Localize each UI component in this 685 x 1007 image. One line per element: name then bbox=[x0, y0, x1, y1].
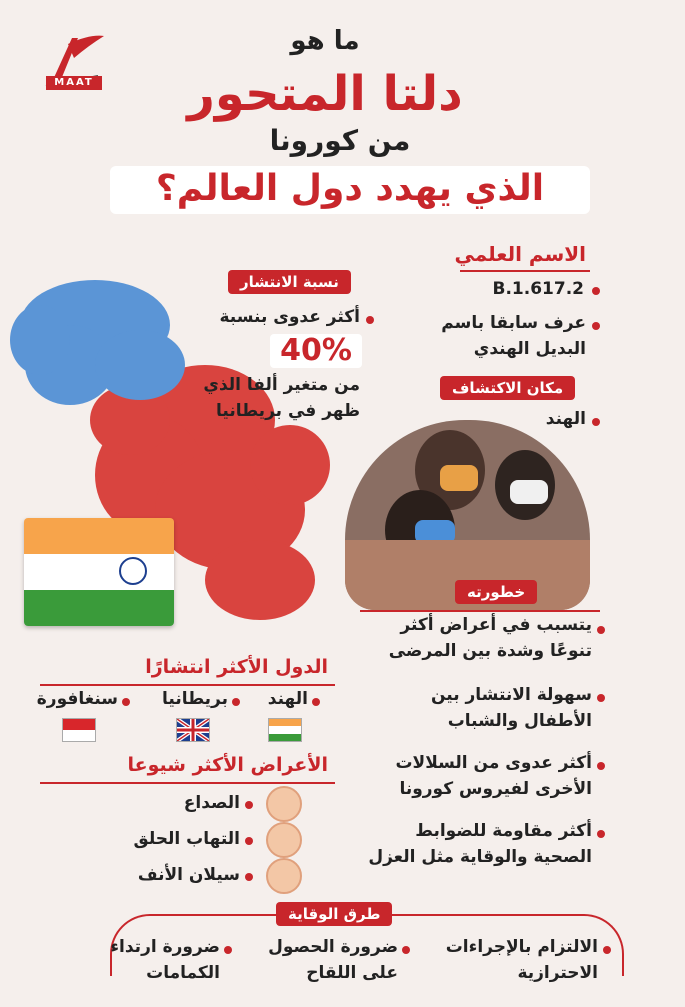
bullet bbox=[122, 698, 130, 706]
prevention-title: طرق الوقاية bbox=[276, 902, 392, 926]
prevention-item-1: الالتزام بالإجراءات الاحترازية bbox=[445, 937, 598, 983]
spread-rate-line1: أكثر عدوى بنسبة bbox=[219, 307, 360, 327]
bullet bbox=[312, 698, 320, 706]
runny-nose-icon bbox=[266, 858, 302, 894]
bullet bbox=[603, 946, 611, 954]
bullet bbox=[597, 626, 605, 634]
discovery-item: الهند bbox=[545, 409, 586, 429]
country-india-name: الهند bbox=[267, 689, 308, 709]
country-uk-name: بريطانيا bbox=[162, 689, 228, 709]
spread-rate-title: نسبة الانتشار bbox=[228, 270, 351, 294]
bullet bbox=[402, 946, 410, 954]
maat-logo bbox=[38, 32, 108, 92]
headache-icon bbox=[266, 786, 302, 822]
header-line1: ما هو bbox=[290, 26, 360, 56]
scientific-name-code: B.1.617.2 bbox=[492, 279, 584, 299]
symptoms-underline bbox=[40, 782, 335, 784]
symptom-sore-throat: التهاب الحلق bbox=[133, 829, 240, 849]
logo-text: MAAT bbox=[46, 76, 102, 90]
bullet bbox=[597, 762, 605, 770]
singapore-flag bbox=[62, 718, 96, 742]
scientific-name-title: الاسم العلمي bbox=[454, 242, 586, 266]
bullet bbox=[232, 698, 240, 706]
danger-item-3: أكثر عدوى من السلالات الأخرى لفيروس كورونا bbox=[395, 753, 592, 799]
bullet bbox=[245, 873, 253, 881]
bullet bbox=[245, 801, 253, 809]
uk-flag bbox=[176, 718, 210, 742]
symptoms-title: الأعراض الأكثر شيوعا bbox=[127, 754, 328, 776]
danger-title: خطورته bbox=[455, 580, 537, 604]
bullet bbox=[592, 418, 600, 426]
prevention-item-3: ضرورة ارتداء الكمامات bbox=[110, 937, 220, 983]
header-title: دلتا المتحور bbox=[187, 66, 463, 122]
bullet bbox=[592, 322, 600, 330]
bullet bbox=[592, 287, 600, 295]
bullet bbox=[245, 837, 253, 845]
country-singapore-name: سنغافورة bbox=[36, 689, 118, 709]
ashoka-chakra-icon bbox=[119, 557, 147, 585]
scientific-name-alias: عرف سابقا باسم البديل الهندي bbox=[441, 313, 586, 359]
discovery-title: مكان الاكتشاف bbox=[440, 376, 575, 400]
spread-rate-line2: من متغير ألفا الذي ظهر في بريطانيا bbox=[203, 375, 360, 421]
danger-item-2: سهولة الانتشار بين الأطفال والشباب bbox=[430, 685, 592, 731]
spread-rate-percent: 40% bbox=[280, 333, 352, 368]
header-line3: من كورونا bbox=[269, 124, 411, 157]
india-flag bbox=[268, 718, 302, 742]
bullet bbox=[597, 694, 605, 702]
symptom-runny-nose: سيلان الأنف bbox=[137, 865, 240, 885]
prevention-item-2: ضرورة الحصول على اللقاح bbox=[268, 937, 398, 983]
danger-item-4: أكثر مقاومة للضوابط الصحية والوقاية مثل العزل bbox=[368, 821, 592, 867]
countries-title: الدول الأكثر انتشارًا bbox=[145, 656, 328, 678]
danger-item-1: يتسبب في أعراض أكثر تنوعًا وشدة بين المرضى bbox=[388, 615, 592, 661]
symptom-headache: الصداع bbox=[183, 793, 240, 813]
india-flag-large bbox=[24, 518, 174, 626]
scientific-name-underline bbox=[460, 270, 590, 272]
bullet bbox=[366, 316, 374, 324]
sore-throat-icon bbox=[266, 822, 302, 858]
bullet bbox=[597, 830, 605, 838]
header-line4: الذي يهدد دول العالم؟ bbox=[155, 168, 545, 209]
bullet bbox=[224, 946, 232, 954]
